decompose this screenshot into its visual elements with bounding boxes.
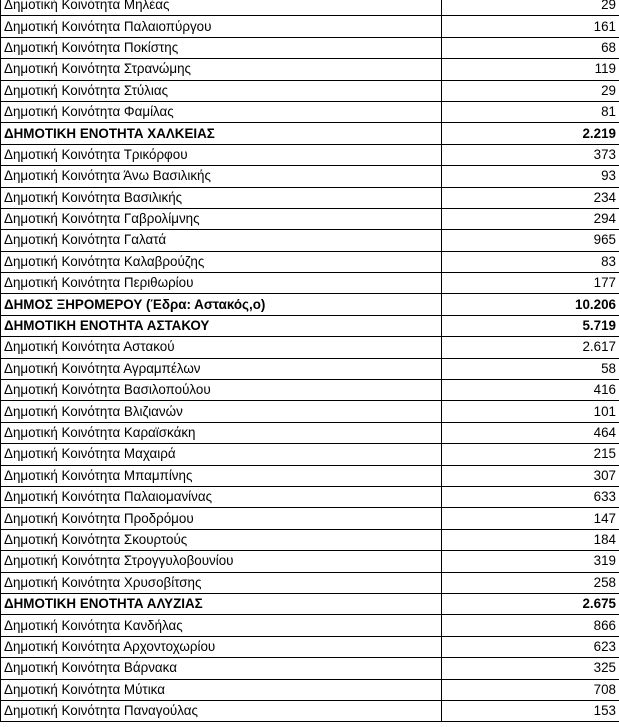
row-name-cell: Δημοτική Κοινότητα Αρχοντοχωρίου (1, 636, 442, 657)
table-row (1, 59, 619, 80)
table-row (1, 636, 619, 657)
row-value-cell: 325 (442, 658, 619, 679)
row-name-cell: Δημοτική Κοινότητα Άνω Βασιλικής (1, 166, 442, 187)
row-name-cell: Δημοτική Κοινότητα Καλαβρούζης (1, 251, 442, 272)
row-value-cell: 2.219 (442, 123, 619, 144)
table-row (1, 380, 619, 401)
row-name-cell: Δημοτική Κοινότητα Βλιζιανών (1, 401, 442, 422)
row-name-cell: Δημοτική Κοινότητα Στρογγυλοβουνίου (1, 551, 442, 572)
row-name-cell: Δημοτική Κοινότητα Παναγούλας (1, 700, 442, 721)
row-value-cell: 866 (442, 615, 619, 636)
row-name-cell: Δημοτική Κοινότητα Προδρόμου (1, 508, 442, 529)
table-row (1, 16, 619, 37)
table-row (1, 444, 619, 465)
row-value-cell: 5.719 (442, 315, 619, 336)
row-name-cell: Δημοτική Κοινότητα Μπαμπίνης (1, 465, 442, 486)
row-value-cell: 623 (442, 636, 619, 657)
row-name-cell: Δημοτική Κοινότητα Αγραμπέλων (1, 358, 442, 379)
row-value-cell: 147 (442, 508, 619, 529)
table-row-heading (1, 123, 619, 144)
row-name-cell: Δημοτική Κοινότητα Βασιλικής (1, 187, 442, 208)
row-name-cell: ΔΗΜΟΤΙΚΗ ΕΝΟΤΗΤΑ ΑΣΤΑΚΟΥ (1, 315, 442, 336)
table-row (1, 37, 619, 58)
table-row (1, 230, 619, 251)
row-name-cell: Δημοτική Κοινότητα Στύλιας (1, 80, 442, 101)
table-row (1, 401, 619, 422)
row-name-cell: Δημοτική Κοινότητα Χρυσοβίτσης (1, 572, 442, 593)
row-value-cell: 29 (442, 0, 619, 16)
row-value-cell: 10.206 (442, 294, 619, 315)
table-row-heading (1, 294, 619, 315)
row-name-cell: Δημοτική Κοινότητα Μύτικα (1, 679, 442, 700)
table-row (1, 422, 619, 443)
row-value-cell: 307 (442, 465, 619, 486)
row-value-cell: 373 (442, 144, 619, 165)
row-name-cell: ΔΗΜΟΤΙΚΗ ΕΝΟΤΗΤΑ ΧΑΛΚΕΙΑΣ (1, 123, 442, 144)
row-name-cell: Δημοτική Κοινότητα Βάρνακα (1, 658, 442, 679)
row-name-cell: Δημοτική Κοινότητα Ποκίστης (1, 37, 442, 58)
row-value-cell: 633 (442, 486, 619, 507)
row-name-cell: Δημοτική Κοινότητα Περιθωρίου (1, 273, 442, 294)
table-row (1, 572, 619, 593)
row-value-cell: 153 (442, 700, 619, 721)
row-value-cell: 965 (442, 230, 619, 251)
row-value-cell: 29 (442, 80, 619, 101)
table-row (1, 101, 619, 122)
table-row-heading (1, 315, 619, 336)
row-value-cell: 93 (442, 166, 619, 187)
row-value-cell: 2.675 (442, 593, 619, 614)
table-row (1, 615, 619, 636)
table-row (1, 700, 619, 721)
table-row (1, 166, 619, 187)
row-name-cell: Δημοτική Κοινότητα Τρικόρφου (1, 144, 442, 165)
row-name-cell: Δημοτική Κοινότητα Στρανώμης (1, 59, 442, 80)
row-name-cell: Δημοτική Κοινότητα Φαμίλας (1, 101, 442, 122)
row-value-cell: 464 (442, 422, 619, 443)
row-name-cell: Δημοτική Κοινότητα Γαλατά (1, 230, 442, 251)
table-row (1, 80, 619, 101)
table-row (1, 679, 619, 700)
row-name-cell: ΔΗΜΟΤΙΚΗ ΕΝΟΤΗΤΑ ΑΛΥΖΙΑΣ (1, 593, 442, 614)
table-row (1, 208, 619, 229)
row-name-cell: Δημοτική Κοινότητα Παλαιοπύργου (1, 16, 442, 37)
row-value-cell: 101 (442, 401, 619, 422)
row-value-cell: 177 (442, 273, 619, 294)
row-value-cell: 258 (442, 572, 619, 593)
table-row (1, 529, 619, 550)
table-row (1, 658, 619, 679)
row-value-cell: 319 (442, 551, 619, 572)
row-name-cell: Δημοτική Κοινότητα Κανδήλας (1, 615, 442, 636)
row-name-cell: Δημοτική Κοινότητα Αστακού (1, 337, 442, 358)
row-value-cell: 234 (442, 187, 619, 208)
table-body (1, 0, 619, 722)
row-value-cell: 184 (442, 529, 619, 550)
row-value-cell: 2.617 (442, 337, 619, 358)
row-name-cell: Δημοτική Κοινότητα Μαχαιρά (1, 444, 442, 465)
row-value-cell: 68 (442, 37, 619, 58)
table-row (1, 337, 619, 358)
table-row (1, 358, 619, 379)
row-name-cell: Δημοτική Κοινότητα Παλαιομανίνας (1, 486, 442, 507)
row-value-cell: 215 (442, 444, 619, 465)
row-name-cell: Δημοτική Κοινότητα Μηλέας (1, 0, 442, 16)
table-row-heading (1, 593, 619, 614)
row-value-cell: 161 (442, 16, 619, 37)
row-name-cell: ΔΗΜΟΣ ΞΗΡΟΜΕΡΟΥ (Έδρα: Αστακός,ο) (1, 294, 442, 315)
table-row (1, 465, 619, 486)
row-name-cell: Δημοτική Κοινότητα Καραϊσκάκη (1, 422, 442, 443)
table-row (1, 187, 619, 208)
table-row (1, 486, 619, 507)
row-value-cell: 83 (442, 251, 619, 272)
table-row (1, 0, 619, 16)
row-value-cell: 416 (442, 380, 619, 401)
row-value-cell: 58 (442, 358, 619, 379)
table-row (1, 251, 619, 272)
table-row (1, 508, 619, 529)
row-value-cell: 294 (442, 208, 619, 229)
row-value-cell: 81 (442, 101, 619, 122)
table-row (1, 273, 619, 294)
row-value-cell: 119 (442, 59, 619, 80)
row-name-cell: Δημοτική Κοινότητα Γαβρολίμνης (1, 208, 442, 229)
row-name-cell: Δημοτική Κοινότητα Βασιλοπούλου (1, 380, 442, 401)
table-row (1, 551, 619, 572)
table-row (1, 144, 619, 165)
row-name-cell: Δημοτική Κοινότητα Σκουρτούς (1, 529, 442, 550)
row-value-cell: 708 (442, 679, 619, 700)
